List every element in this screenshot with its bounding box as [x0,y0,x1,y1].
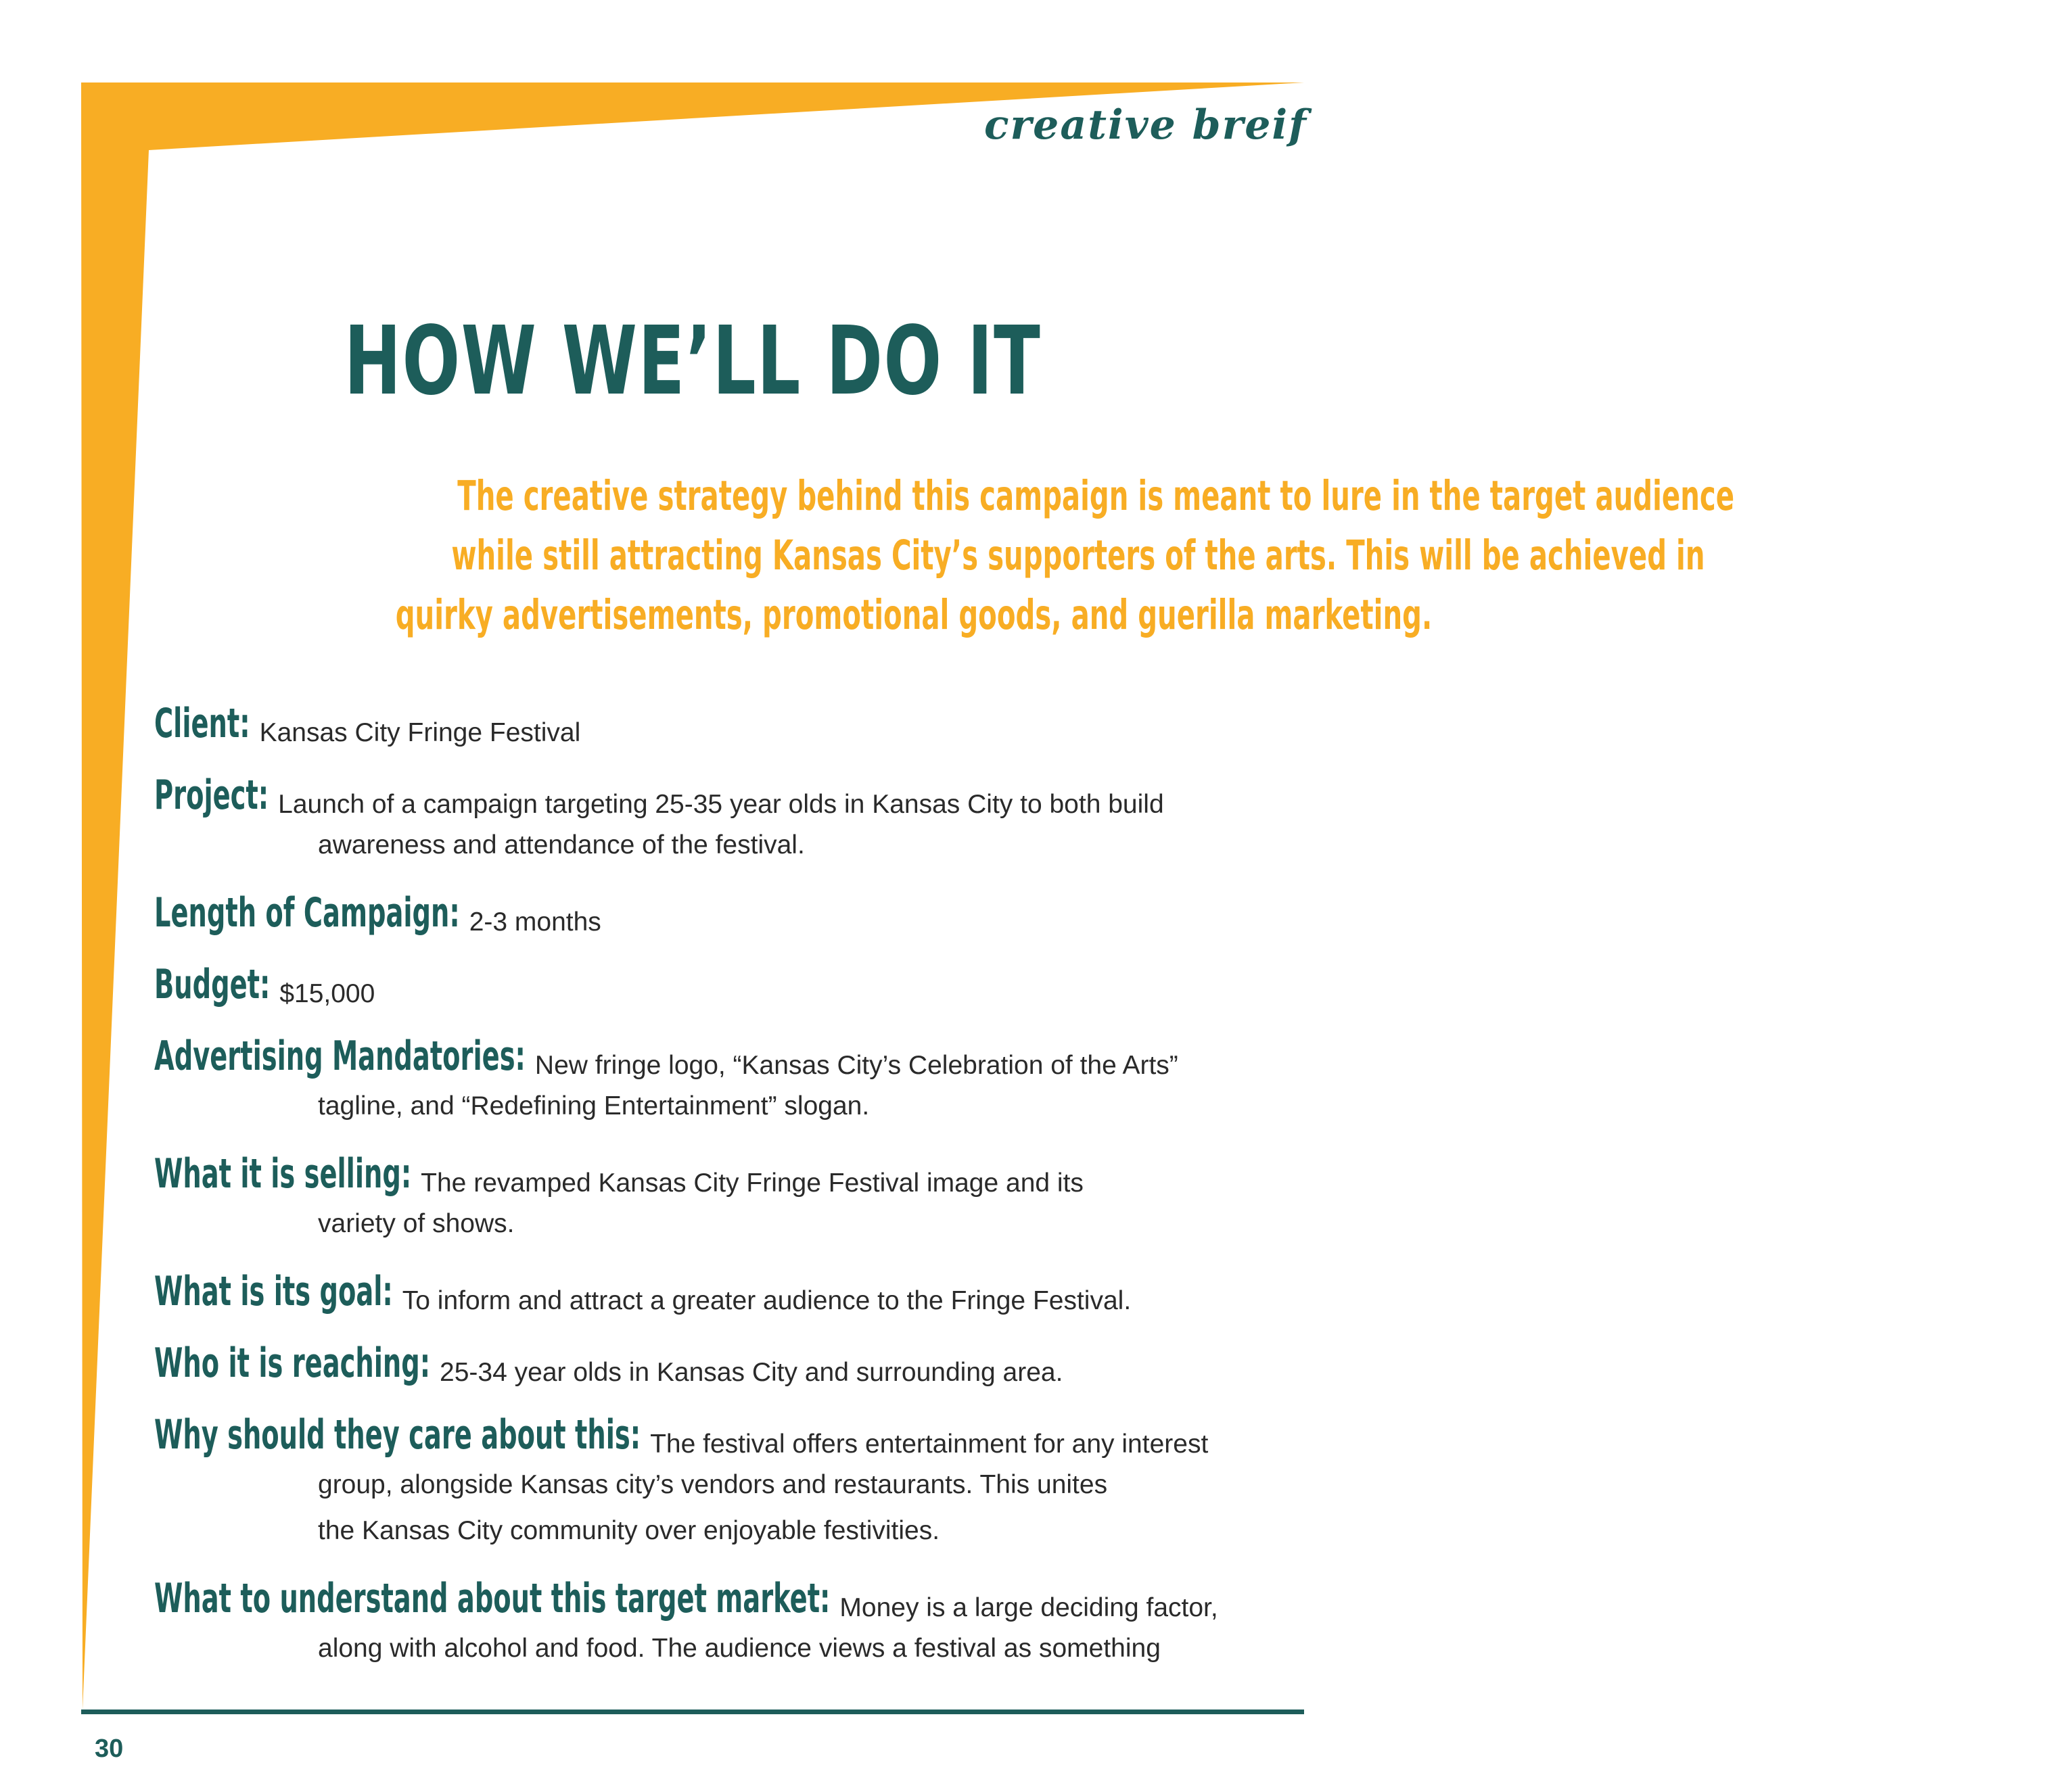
intro-line: The creative strategy behind this campaign is meant to lure in the target audience [457,472,1735,520]
fact-head [154,1147,1318,1201]
fact-item [154,958,1318,1012]
fact-item [154,768,1318,868]
fact-label: Budget: [154,961,271,1008]
intro-paragraph [129,467,1735,645]
fact-head [154,1336,1318,1390]
fact-value: The revamped Kansas City Fringe Festival image and its [421,1169,1084,1198]
fact-item [154,697,1318,751]
fact-item [154,1029,1318,1129]
fact-item [154,1336,1318,1390]
page-title: HOW WE’LL DO IT [344,306,1042,417]
fact-label: Client: [154,700,250,747]
fact-head [154,1408,1318,1462]
fact-value: Kansas City Fringe Festival [259,718,581,747]
brief-facts-list [154,697,1318,1689]
fact-value-continuation: along with alcohol and food. The audience views a festival as something [318,1634,1161,1663]
section-tag: creative breif [984,101,1307,149]
page-number: 30 [95,1735,124,1763]
fact-value-continuation: group, alongside Kansas city’s vendors and restaurants. This unites [318,1470,1108,1499]
fact-head [154,958,1318,1012]
fact-label: What is its goal: [154,1268,393,1315]
fact-item [154,1265,1318,1319]
footer-rule [81,1710,1304,1714]
fact-value: $15,000 [279,979,375,1008]
fact-head [154,1265,1318,1319]
fact-value: 25-34 year olds in Kansas City and surrounding area. [440,1358,1063,1387]
fact-value: New fringe logo, “Kansas City’s Celebration of the Arts” [534,1051,1178,1080]
fact-value: The festival offers entertainment for any interest [650,1430,1209,1459]
fact-head [154,886,1318,940]
fact-value: To inform and attract a greater audience to the Fringe Festival. [402,1286,1132,1315]
fact-label: What to understand about this target market: [154,1575,831,1622]
fact-value: Launch of a campaign targeting 25-35 year olds in Kansas City to both build [278,790,1164,819]
intro-line: quirky advertisements, promotional goods, and guerilla marketing. [395,591,1433,639]
fact-label: Who it is reaching: [154,1340,431,1387]
fact-head [154,1029,1318,1083]
fact-label: What it is selling: [154,1150,412,1198]
fact-value: 2-3 months [469,907,601,937]
fact-item [154,1408,1318,1554]
fact-item [154,1147,1318,1247]
fact-value-continuation: variety of shows. [318,1209,515,1238]
fact-value-continuation: awareness and attendance of the festival. [318,830,805,859]
fact-item [154,886,1318,940]
fact-head [154,768,1318,822]
fact-item [154,1572,1318,1672]
fact-label: Advertising Mandatories: [154,1033,526,1080]
intro-line: while still attracting Kansas City’s supporters of the arts. This will be achieved in [451,532,1705,580]
fact-value-continuation: the Kansas City community over enjoyable festivities. [318,1516,940,1545]
fact-value-continuation: tagline, and “Redefining Entertainment” slogan. [318,1091,870,1121]
fact-head [154,697,1318,751]
fact-label: Project: [154,772,269,819]
fact-head [154,1572,1318,1626]
fact-label: Length of Campaign: [154,889,460,937]
fact-label: Why should they care about this: [154,1411,641,1459]
fact-value: Money is a large deciding factor, [839,1593,1218,1622]
